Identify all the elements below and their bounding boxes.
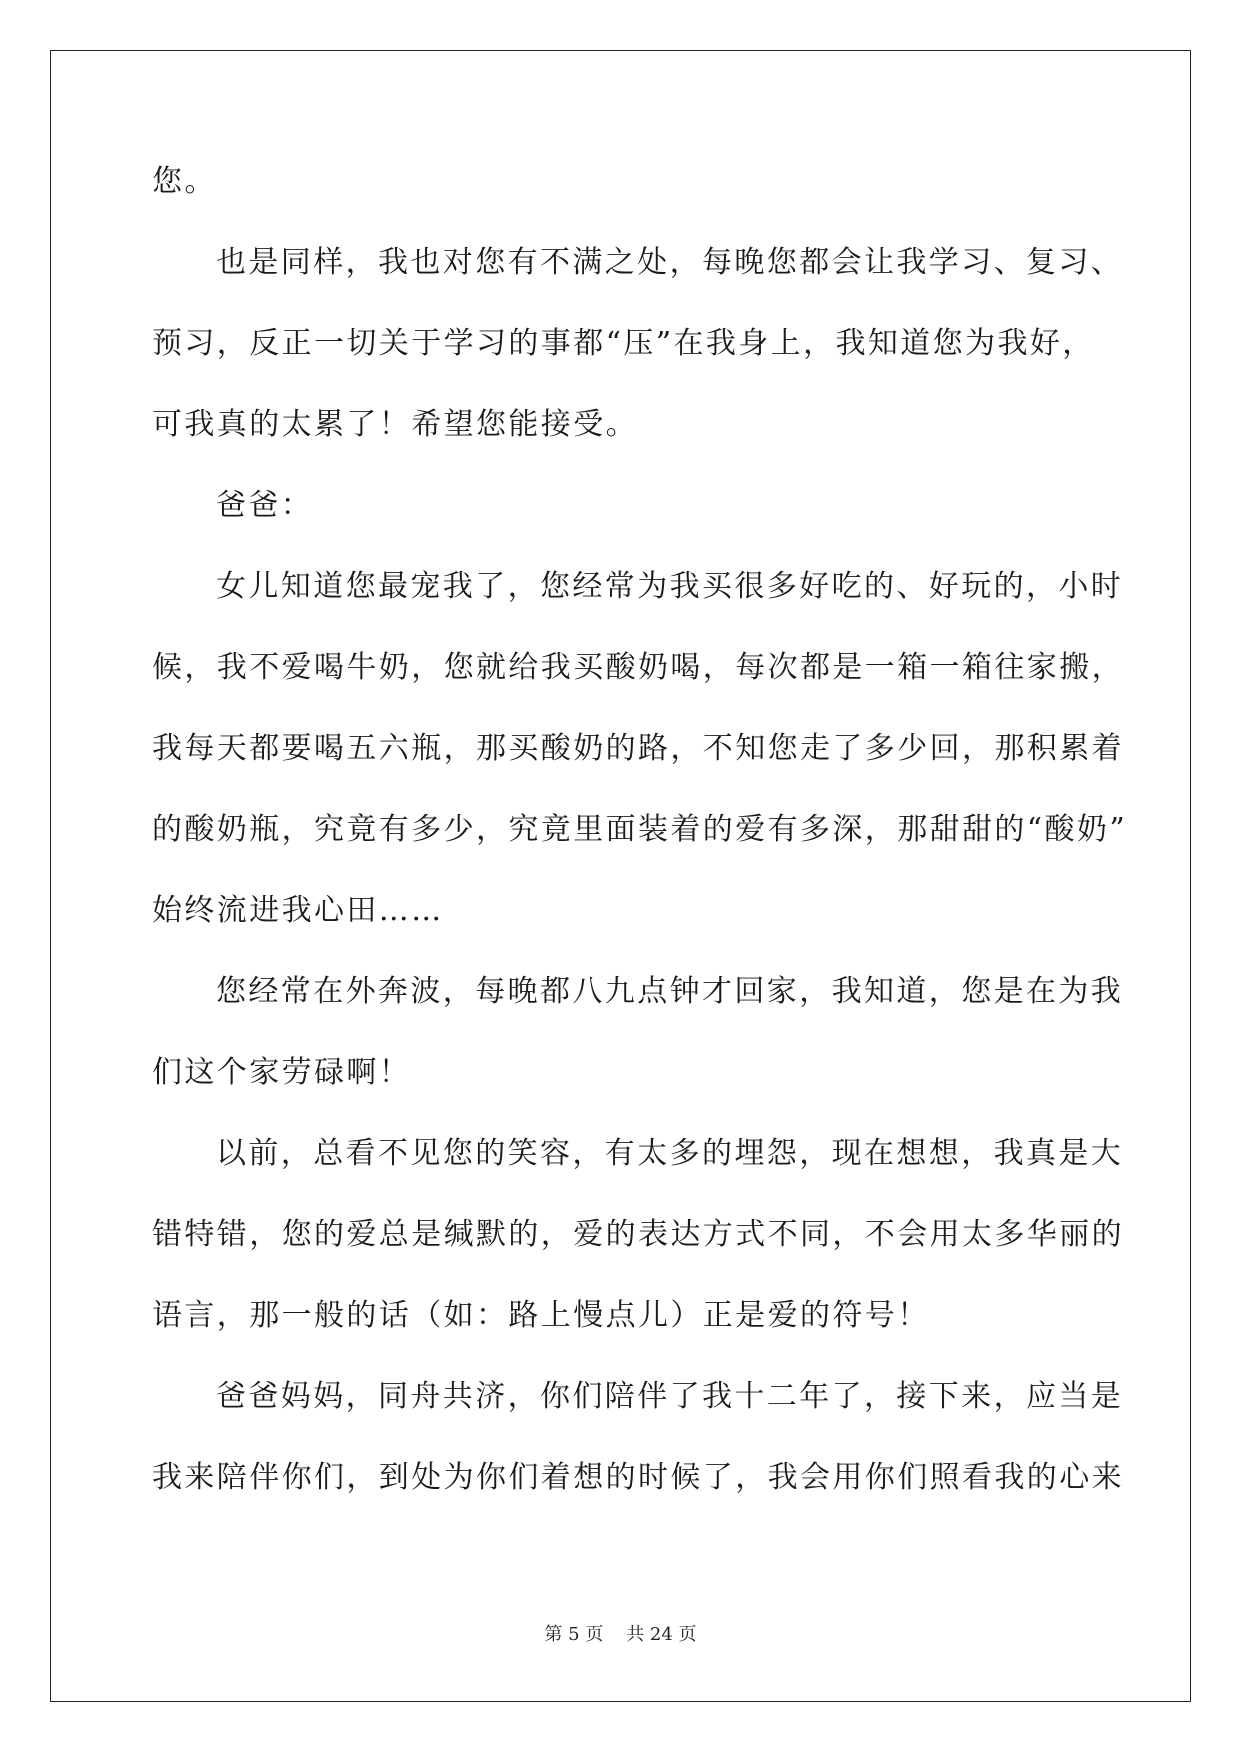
paragraph-line: 错特错，您的爱总是缄默的，爱的表达方式不同，不会用太多华丽的 [152, 1217, 1124, 1252]
page-number-footer: 第 5 页 共 24 页 [544, 1624, 697, 1645]
paragraph-line: 的酸奶瓶，究竟有多少，究竟里面装着的爱有多深，那甜甜的“酸奶” [152, 812, 1128, 847]
paragraph-line: 候，我不爱喝牛奶，您就给我买酸奶喝，每次都是一箱一箱往家搬， [152, 650, 1124, 685]
document-body [152, 162, 1128, 1539]
paragraph-line: 您经常在外奔波，每晚都八九点钟才回家，我知道，您是在为我 [216, 974, 1124, 1009]
paragraph-line: 以前，总看不见您的笑容，有太多的埋怨，现在想想，我真是大 [216, 1136, 1124, 1171]
paragraph-line: 我来陪伴你们，到处为你们着想的时候了，我会用你们照看我的心来 [152, 1460, 1124, 1495]
paragraph-line: 语言，那一般的话（如：路上慢点儿）正是爱的符号！ [152, 1298, 930, 1333]
paragraph-line: 也是同样，我也对您有不满之处，每晚您都会让我学习、复习、 [216, 245, 1124, 280]
paragraph-line: 我每天都要喝五六瓶，那买酸奶的路，不知您走了多少回，那积累着 [152, 731, 1124, 766]
paragraph-line: 可我真的太累了！希望您能接受。 [152, 407, 638, 442]
paragraph-line: 爸爸妈妈，同舟共济，你们陪伴了我十二年了，接下来，应当是 [216, 1379, 1124, 1414]
paragraph-line: 们这个家劳碌啊！ [152, 1055, 412, 1090]
paragraph-line: 始终流进我心田…… [152, 893, 444, 928]
paragraph-line: 预习，反正一切关于学习的事都“压”在我身上，我知道您为我好， [152, 326, 1095, 361]
paragraph-line: 您。 [152, 164, 217, 199]
salutation-line: 爸爸： [216, 488, 314, 523]
paragraph-line: 女儿知道您最宠我了，您经常为我买很多好吃的、好玩的，小时 [216, 569, 1124, 604]
